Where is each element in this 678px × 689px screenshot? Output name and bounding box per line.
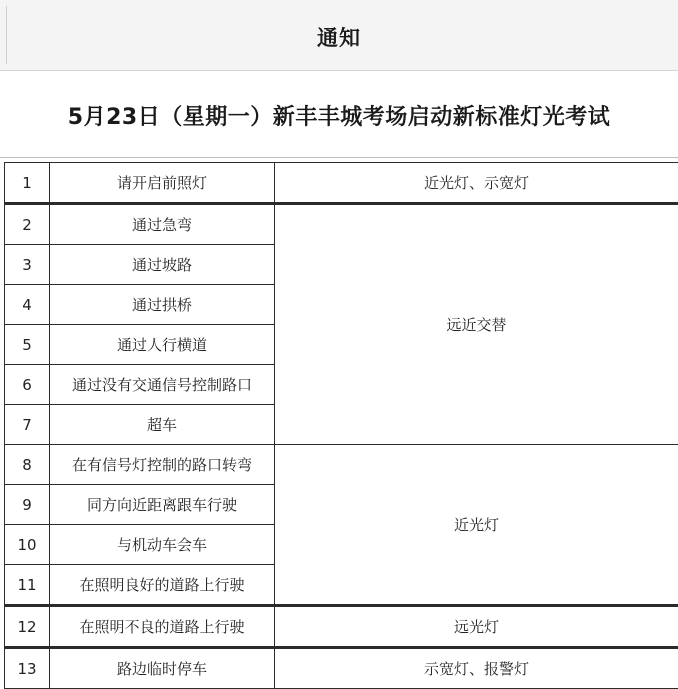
row-number: 7	[5, 405, 50, 445]
row-number: 13	[5, 648, 50, 689]
row-number: 9	[5, 485, 50, 525]
row-number: 10	[5, 525, 50, 565]
row-number: 12	[5, 606, 50, 648]
exam-item: 通过没有交通信号控制路口	[50, 365, 275, 405]
table-row	[5, 606, 678, 648]
row-number: 5	[5, 325, 50, 365]
row-number: 11	[5, 565, 50, 606]
light-instruction: 远光灯	[275, 606, 678, 648]
exam-item: 请开启前照灯	[50, 163, 275, 204]
table-row	[5, 648, 678, 689]
row-number: 8	[5, 445, 50, 485]
light-instruction: 近光灯	[275, 445, 678, 606]
light-exam-table	[4, 162, 678, 689]
exam-item: 超车	[50, 405, 275, 445]
document-title: 5月23日（星期一）新丰丰城考场启动新标准灯光考试	[0, 100, 678, 131]
exam-item: 通过坡路	[50, 245, 275, 285]
exam-item: 与机动车会车	[50, 525, 275, 565]
light-instruction: 远近交替	[275, 204, 678, 445]
exam-item: 在照明不良的道路上行驶	[50, 606, 275, 648]
notice-title: 通知	[0, 22, 678, 52]
exam-item: 路边临时停车	[50, 648, 275, 689]
row-number: 2	[5, 204, 50, 245]
exam-item: 在照明良好的道路上行驶	[50, 565, 275, 606]
row-number: 6	[5, 365, 50, 405]
row-number: 4	[5, 285, 50, 325]
exam-item: 通过急弯	[50, 204, 275, 245]
exam-item: 通过拱桥	[50, 285, 275, 325]
row-number: 3	[5, 245, 50, 285]
table-row	[5, 163, 678, 204]
title-divider	[0, 157, 678, 158]
exam-item: 在有信号灯控制的路口转弯	[50, 445, 275, 485]
table-row	[5, 204, 678, 245]
exam-item: 同方向近距离跟车行驶	[50, 485, 275, 525]
table-row	[5, 445, 678, 485]
row-number: 1	[5, 163, 50, 204]
exam-item: 通过人行横道	[50, 325, 275, 365]
light-instruction: 近光灯、示宽灯	[275, 163, 678, 204]
light-instruction: 示宽灯、报警灯	[275, 648, 678, 689]
notice-header	[0, 0, 678, 71]
